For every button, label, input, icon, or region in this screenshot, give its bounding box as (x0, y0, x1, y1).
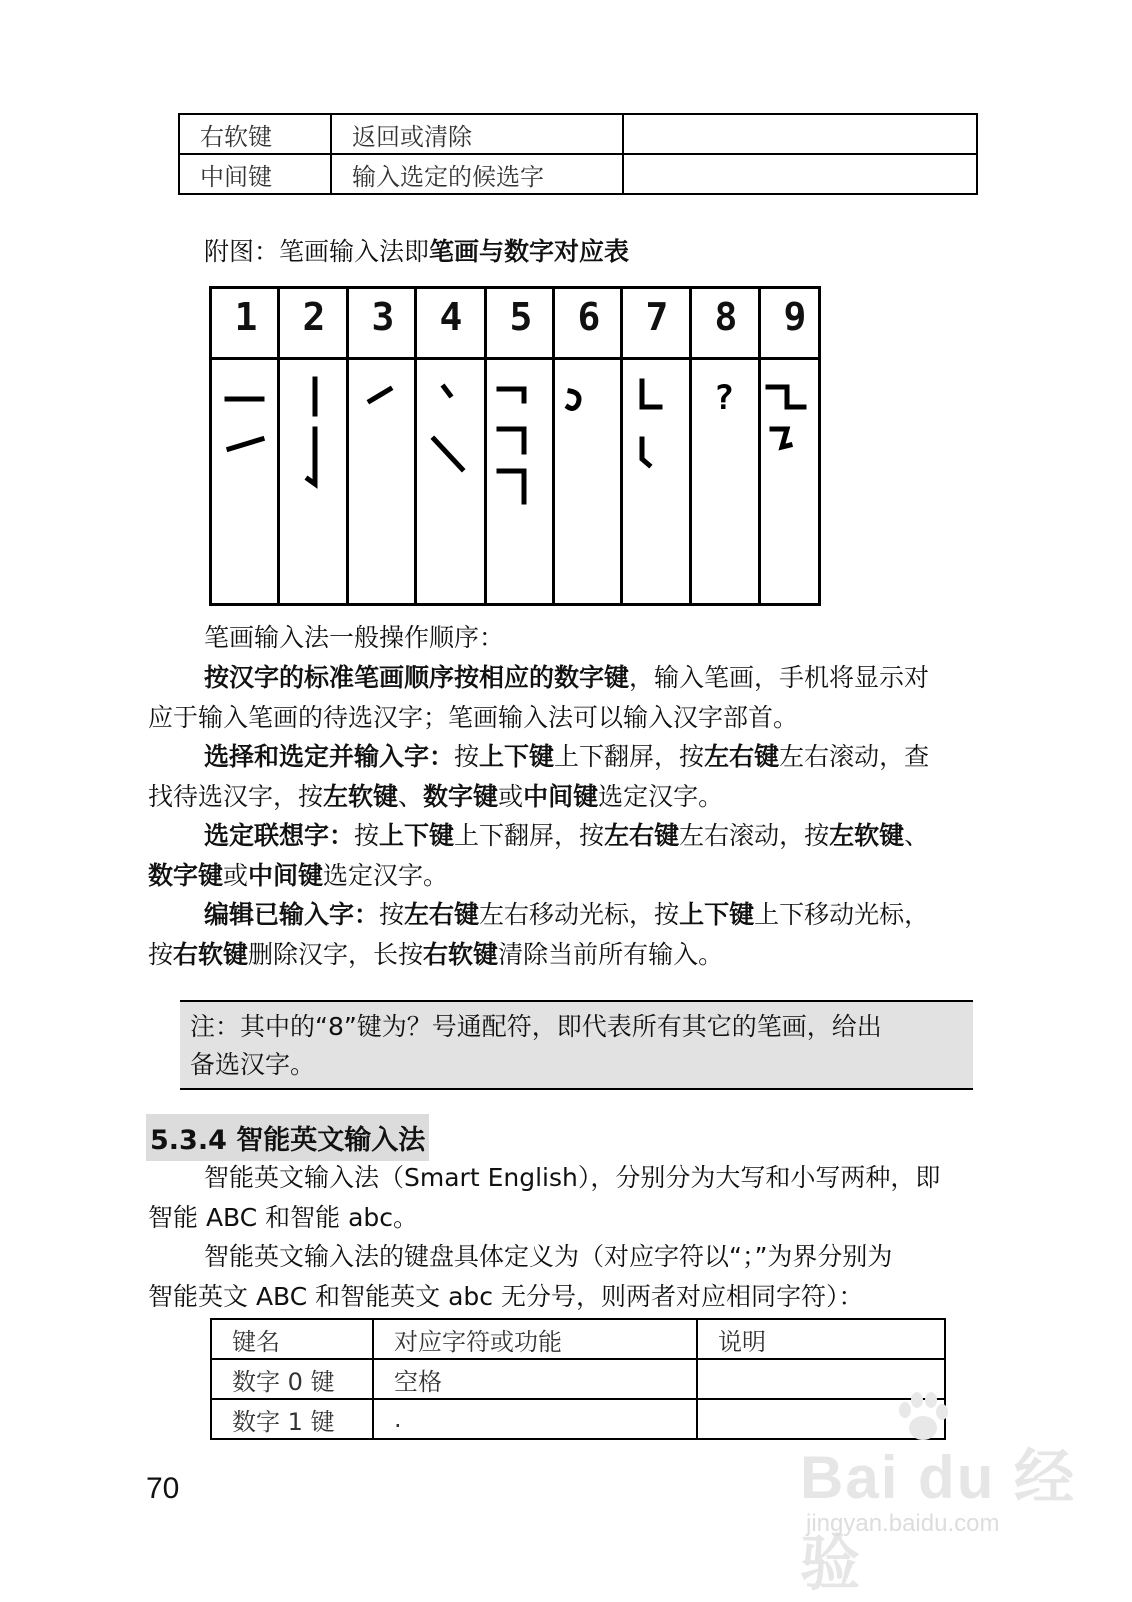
digit-label: 3 (371, 295, 395, 339)
text: 左右移动光标，按 (479, 900, 680, 929)
bold-text: 中间键 (523, 782, 599, 811)
text: 删除汉字，长按 (248, 940, 424, 969)
text: ，输入笔画，手机将显示对 (629, 663, 930, 692)
caption-bold-text: 笔画与数字对应表 (429, 237, 630, 266)
text: 按 (354, 821, 380, 850)
note-text: 备选汉字。 (190, 1050, 316, 1079)
bold-text: 右软键 (423, 940, 499, 969)
digit-label: 7 (645, 295, 669, 339)
text: 左右滚动，查 (779, 742, 930, 771)
text: 智能英文 ABC 和智能英文 abc 无分号，则两者对应相同字符）： (148, 1282, 864, 1311)
text: 应于输入笔画的待选汉字；笔画输入法可以输入汉字部首。 (148, 703, 799, 732)
bold-text: 按汉字的标准笔画顺序按相应的数字键 (204, 663, 630, 692)
text: 上下翻屏，按 (454, 821, 605, 850)
bold-text: 数字键 (148, 861, 224, 890)
table-row (179, 154, 977, 194)
stroke-glyphs (212, 289, 818, 603)
bold-text: 左软键 (323, 782, 399, 811)
stroke-number-figure (209, 286, 821, 606)
bold-text: 左右键 (704, 742, 780, 771)
table-cell (623, 154, 977, 194)
bold-text: 右软键 (173, 940, 249, 969)
text: 选定汉字。 (598, 782, 724, 811)
note-box (180, 1000, 973, 1090)
text: 、 (904, 821, 930, 850)
text: 选定汉字。 (323, 861, 449, 890)
text: 上下翻屏，按 (554, 742, 705, 771)
text: 按 (379, 900, 405, 929)
bold-text: 左右键 (404, 900, 480, 929)
page-number: 70 (146, 1472, 180, 1505)
text: 智能英文输入法的键盘具体定义为（对应字符以“；”为界分别为 (204, 1242, 893, 1271)
watermark-brand: Bai du 经验 (800, 1444, 1077, 1597)
digit-label: 6 (577, 295, 601, 339)
text: 或 (498, 782, 524, 811)
table-cell: 输入选定的候选字 (331, 154, 623, 194)
table-cell: 数字 0 键 (211, 1359, 373, 1399)
text: 智能 ABC 和智能 abc。 (148, 1203, 419, 1232)
text: 按 (454, 742, 480, 771)
caption-text: 附图：笔画输入法即 (204, 237, 430, 266)
table-cell: 返回或清除 (331, 114, 623, 154)
digit-label: 9 (783, 295, 807, 339)
note-text: 注：其中的“8”键为？号通配符，即代表所有其它的笔画，给出 (190, 1012, 882, 1041)
text: 、 (398, 782, 424, 811)
section-heading: 5.3.4 智能英文输入法 (146, 1114, 429, 1161)
bold-text: 上下键 (379, 821, 455, 850)
table-cell: 右软键 (179, 114, 331, 154)
paragraph-edit (148, 895, 1018, 975)
text: 找待选汉字，按 (148, 782, 324, 811)
text: 左右滚动，按 (679, 821, 830, 850)
watermark-url: jingyan.baidu.com (806, 1510, 1000, 1537)
bold-text: 左右键 (604, 821, 680, 850)
bold-text: 编辑已输入字： (204, 900, 380, 929)
column-header: 说明 (697, 1319, 945, 1359)
table-cell (623, 114, 977, 154)
table-header-row (211, 1319, 945, 1359)
text: 清除当前所有输入。 (498, 940, 724, 969)
table-row (179, 114, 977, 154)
table-cell: 中间键 (179, 154, 331, 194)
wildcard-symbol: ? (713, 378, 735, 418)
table-cell: 空格 (373, 1359, 697, 1399)
bold-text: 选定联想字： (204, 821, 355, 850)
table-row (211, 1359, 945, 1399)
bold-text: 数字键 (423, 782, 499, 811)
column-header: 键名 (211, 1319, 373, 1359)
function-key-table (178, 113, 978, 195)
digit-label: 8 (714, 295, 738, 339)
figure-caption (204, 232, 629, 268)
digit-label: 1 (234, 295, 258, 339)
text: 智能英文输入法（Smart English），分别分为大写和小写两种，即 (204, 1163, 941, 1192)
bold-text: 上下键 (679, 900, 755, 929)
table-cell: . (373, 1399, 697, 1439)
text: 或 (223, 861, 249, 890)
text: 按 (148, 940, 174, 969)
table-cell: 数字 1 键 (211, 1399, 373, 1439)
digit-label: 2 (302, 295, 326, 339)
paragraph-select-input (148, 737, 1018, 817)
paragraph-association (148, 816, 1018, 896)
paragraph-smart-english (148, 1158, 1018, 1238)
text: 上下移动光标， (754, 900, 930, 929)
bold-text: 左软键 (829, 821, 905, 850)
bold-text: 中间键 (248, 861, 324, 890)
paragraph-keyboard-definition (148, 1237, 1018, 1317)
column-header: 对应字符或功能 (373, 1319, 697, 1359)
key-mapping-table (210, 1318, 946, 1440)
section-subtitle: 笔画输入法一般操作顺序： (204, 623, 505, 652)
paragraph-stroke-order (148, 658, 1018, 738)
bold-text: 选择和选定并输入字： (204, 742, 455, 771)
digit-label: 4 (439, 295, 463, 339)
digit-label: 5 (509, 295, 533, 339)
bold-text: 上下键 (479, 742, 555, 771)
